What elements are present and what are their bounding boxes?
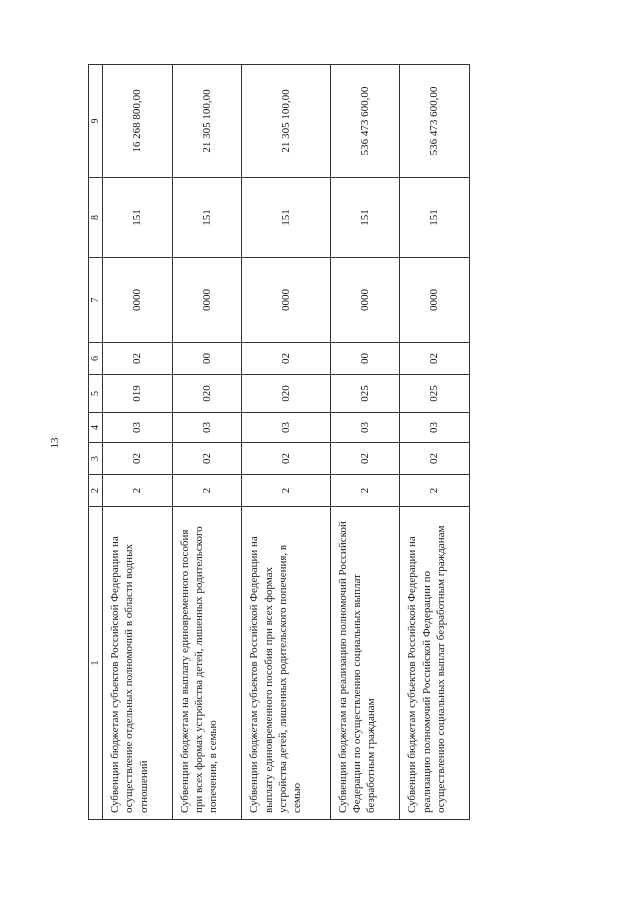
cell-col-8: 151	[400, 178, 470, 258]
table-row	[400, 65, 470, 820]
cell-col-6: 02	[103, 343, 173, 375]
cell-col-6: 02	[400, 343, 470, 375]
cell-col-5: 020	[172, 375, 242, 413]
header-col-2: 2	[89, 475, 103, 507]
cell-col-8: 151	[172, 178, 242, 258]
table-row	[103, 65, 173, 820]
cell-col-4: 03	[400, 413, 470, 443]
cell-col-2: 2	[172, 475, 242, 507]
page-number: 13	[49, 437, 61, 449]
cell-col-4: 03	[242, 413, 330, 443]
cell-col-5: 025	[400, 375, 470, 413]
cell-col-7: 0000	[242, 258, 330, 343]
row-name: Субвенции бюджетам субъектов Российской Федерации на выплату единовременного пособия при всех формах устройства детей, лишенных родительского попечения, в семью	[242, 507, 330, 820]
cell-col-3: 02	[242, 443, 330, 475]
header-col-8: 8	[89, 178, 103, 258]
cell-col-2: 2	[103, 475, 173, 507]
cell-col-3: 02	[400, 443, 470, 475]
table-row	[172, 65, 242, 820]
row-name: Субвенции бюджетам на выплату единовременного пособия при всех формах устройства детей, лишенных родительского попечения, в семью	[172, 507, 242, 820]
header-col-3: 3	[89, 443, 103, 475]
cell-col-7: 0000	[103, 258, 173, 343]
cell-col-3: 02	[172, 443, 242, 475]
row-name: Субвенции бюджетам на реализацию полномочий Российской Федерации по осуществлению социальных выплат безработным гражданам	[330, 507, 400, 820]
cell-col-7: 0000	[400, 258, 470, 343]
rotated-table-container	[88, 65, 470, 820]
cell-amount: 536 473 600,00	[330, 65, 400, 178]
cell-amount: 21 305 100,00	[242, 65, 330, 178]
cell-amount: 536 473 600,00	[400, 65, 470, 178]
cell-col-4: 03	[172, 413, 242, 443]
cell-col-2: 2	[400, 475, 470, 507]
table-row	[242, 65, 330, 820]
cell-col-5: 019	[103, 375, 173, 413]
cell-col-4: 03	[103, 413, 173, 443]
cell-col-3: 02	[330, 443, 400, 475]
header-col-9: 9	[89, 65, 103, 178]
cell-col-6: 00	[330, 343, 400, 375]
header-col-7: 7	[89, 258, 103, 343]
cell-col-7: 0000	[172, 258, 242, 343]
row-name: Субвенции бюджетам субъектов Российской Федерации на реализацию полномочий Российской Федерации по осуществлению социальных выплат безработным гражданам	[400, 507, 470, 820]
cell-amount: 16 268 800,00	[103, 65, 173, 178]
cell-col-5: 025	[330, 375, 400, 413]
cell-col-8: 151	[103, 178, 173, 258]
header-col-5: 5	[89, 375, 103, 413]
budget-table	[88, 64, 470, 820]
cell-col-8: 151	[330, 178, 400, 258]
cell-col-8: 151	[242, 178, 330, 258]
header-col-4: 4	[89, 413, 103, 443]
cell-col-7: 0000	[330, 258, 400, 343]
header-row	[89, 65, 103, 820]
row-name: Субвенции бюджетам субъектов Российской Федерации на осуществление отдельных полномочий в области водных отношений	[103, 507, 173, 820]
cell-col-5: 020	[242, 375, 330, 413]
table-row	[330, 65, 400, 820]
cell-col-6: 02	[242, 343, 330, 375]
cell-col-4: 03	[330, 413, 400, 443]
cell-col-2: 2	[242, 475, 330, 507]
cell-col-6: 00	[172, 343, 242, 375]
cell-amount: 21 305 100,00	[172, 65, 242, 178]
cell-col-2: 2	[330, 475, 400, 507]
header-col-6: 6	[89, 343, 103, 375]
header-col-1: 1	[89, 507, 103, 820]
cell-col-3: 02	[103, 443, 173, 475]
